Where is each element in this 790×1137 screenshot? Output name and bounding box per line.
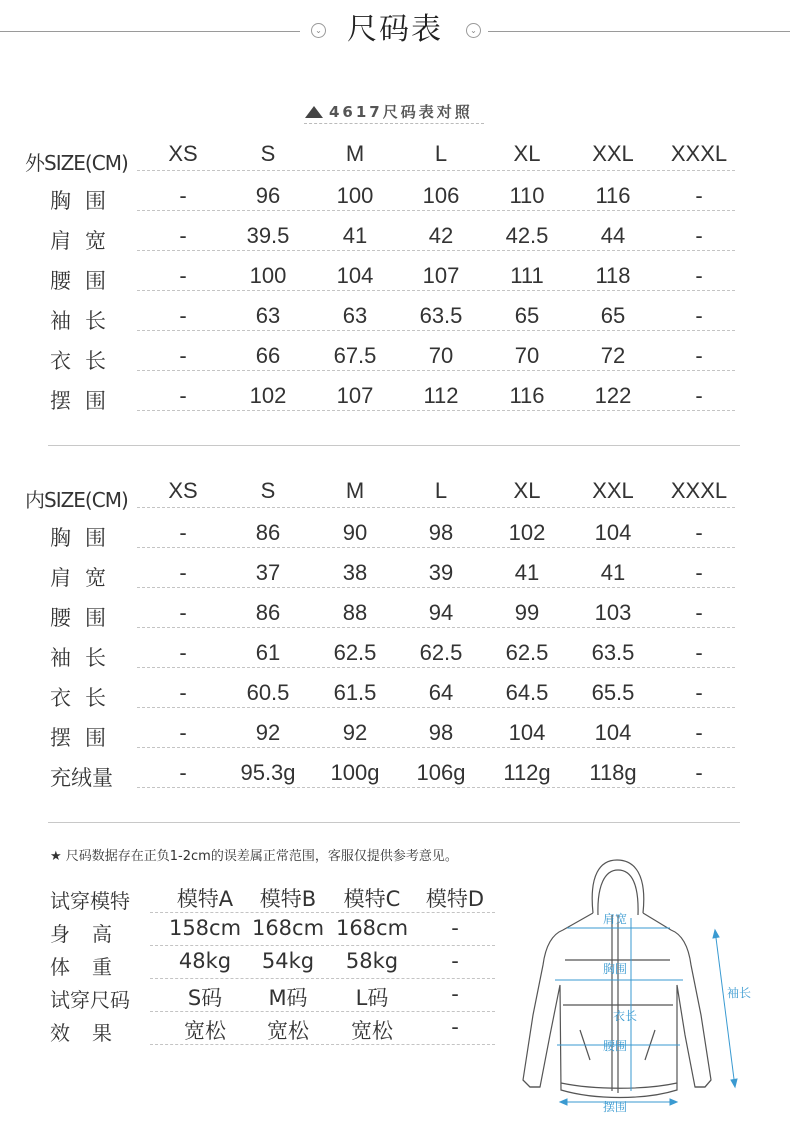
measure-label: 腰围 <box>50 269 120 293</box>
model-row <box>0 913 520 946</box>
measure-value: - <box>695 720 703 745</box>
measure-value: 70 <box>428 343 454 368</box>
measure-value: - <box>179 183 187 208</box>
measure-value: 41 <box>342 223 368 248</box>
model-row-label: 体重 <box>50 955 134 979</box>
measure-value: 62.5 <box>333 640 377 665</box>
measure-value: 65 <box>600 303 626 328</box>
measure-row <box>0 674 790 714</box>
measure-value: - <box>179 383 187 408</box>
chevron-down-icon: ⌄ <box>311 23 326 38</box>
measure-row <box>0 554 790 594</box>
measure-value: 39 <box>428 560 454 585</box>
measure-value: 63 <box>342 303 368 328</box>
measure-row <box>0 377 790 417</box>
measure-value: 94 <box>428 600 454 625</box>
size-header-row <box>0 474 790 514</box>
measure-value: - <box>179 520 187 545</box>
measure-value: 116 <box>509 383 545 408</box>
length-label: 衣长 <box>613 1009 638 1023</box>
model-value: M码 <box>268 986 308 1010</box>
measure-value: 60.5 <box>246 680 290 705</box>
header-right-line <box>488 31 790 32</box>
measure-value: - <box>179 720 187 745</box>
measure-label: 袖长 <box>50 309 120 333</box>
subtitle-text: 4617尺码表对照 <box>329 103 473 121</box>
model-name: 模特B <box>259 887 317 911</box>
measure-value: 112g <box>503 760 551 785</box>
size-header-row <box>0 137 790 177</box>
model-value: 宽松 <box>184 1019 226 1043</box>
measure-value: 99 <box>514 600 540 625</box>
measure-value: 66 <box>255 343 281 368</box>
model-value: 58kg <box>345 949 399 973</box>
model-value: 158cm <box>168 916 242 940</box>
measure-value: 37 <box>255 560 281 585</box>
measure-value: - <box>179 343 187 368</box>
measure-value: 41 <box>600 560 626 585</box>
measure-row <box>0 594 790 634</box>
size-header-label: 内SIZE(CM) <box>25 488 128 512</box>
size-header-label: 外SIZE(CM) <box>25 151 128 175</box>
measure-value: 65 <box>514 303 540 328</box>
measure-value: 90 <box>342 520 368 545</box>
table-divider <box>48 822 740 823</box>
measure-value: 95.3g <box>240 760 296 785</box>
measure-value: 62.5 <box>505 640 549 665</box>
row-rule <box>137 787 735 788</box>
measure-value: 118 <box>595 263 631 288</box>
size-col-header: XXL <box>592 478 634 503</box>
size-col-header: M <box>345 141 365 166</box>
measure-label: 胸围 <box>50 189 120 213</box>
model-value: 宽松 <box>267 1019 309 1043</box>
chest-label: 胸围 <box>603 962 628 976</box>
measure-value: - <box>695 223 703 248</box>
hood-inner <box>598 870 638 915</box>
measure-value: 92 <box>342 720 368 745</box>
row-rule <box>137 707 735 708</box>
sleeve-label: 袖长 <box>727 986 752 1000</box>
model-row <box>0 1012 520 1045</box>
model-value: L码 <box>355 986 389 1010</box>
measure-value: - <box>179 680 187 705</box>
measure-value: - <box>695 600 703 625</box>
size-col-header: XS <box>168 478 198 503</box>
row-rule <box>137 290 735 291</box>
measure-row <box>0 337 790 377</box>
measure-value: 104 <box>336 263 374 288</box>
model-row-label: 试穿尺码 <box>50 988 130 1012</box>
measure-value: - <box>695 263 703 288</box>
measure-value: - <box>695 560 703 585</box>
measure-row <box>0 297 790 337</box>
shoulder-label: 肩宽 <box>603 912 628 926</box>
size-col-header: L <box>434 141 448 166</box>
measure-row <box>0 514 790 554</box>
measure-label: 胸围 <box>50 526 120 550</box>
measure-label: 充绒量 <box>50 766 113 790</box>
measure-label: 摆围 <box>50 389 120 413</box>
measure-value: 107 <box>336 383 374 408</box>
measure-value: 92 <box>255 720 281 745</box>
measure-value: 41 <box>514 560 540 585</box>
measure-value: 98 <box>428 720 454 745</box>
measure-value: - <box>179 560 187 585</box>
measure-label: 衣长 <box>50 349 120 373</box>
model-value: 168cm <box>251 916 325 940</box>
row-rule <box>137 370 735 371</box>
model-value: 168cm <box>335 916 409 940</box>
measure-label: 腰围 <box>50 606 120 630</box>
measure-value: 104 <box>594 520 632 545</box>
measure-value: 106g <box>416 760 466 785</box>
measure-value: 100g <box>330 760 380 785</box>
measure-value: 63 <box>255 303 281 328</box>
row-rule <box>150 1044 495 1045</box>
measure-value: - <box>179 263 187 288</box>
size-col-header: XXXL <box>670 141 728 166</box>
measure-row <box>0 257 790 297</box>
measure-value: 118g <box>589 760 637 785</box>
table-subtitle <box>305 101 473 122</box>
size-col-header: XXL <box>592 141 634 166</box>
row-rule <box>137 667 735 668</box>
measure-label: 衣长 <box>50 686 120 710</box>
model-value: 宽松 <box>351 1019 393 1043</box>
row-rule <box>137 547 735 548</box>
measure-value: 65.5 <box>591 680 635 705</box>
size-col-header: XXXL <box>670 478 728 503</box>
model-name: 模特A <box>176 887 234 911</box>
measure-row <box>0 714 790 754</box>
model-name: 模特C <box>343 887 401 911</box>
measure-value: - <box>179 640 187 665</box>
model-value: S码 <box>187 986 223 1010</box>
measure-value: 61 <box>255 640 281 665</box>
chevron-down-icon: ⌄ <box>466 23 481 38</box>
measure-value: - <box>179 303 187 328</box>
measure-value: - <box>179 760 187 785</box>
measure-value: - <box>179 223 187 248</box>
row-rule <box>137 747 735 748</box>
measure-value: - <box>695 680 703 705</box>
size-col-header: XL <box>513 478 541 503</box>
row-rule <box>137 210 735 211</box>
measure-value: 100 <box>249 263 287 288</box>
measure-value: 103 <box>594 600 632 625</box>
model-value: - <box>451 949 459 973</box>
measure-value: 116 <box>595 183 631 208</box>
measure-value: - <box>695 640 703 665</box>
measure-value: 64 <box>428 680 454 705</box>
waist-label: 腰围 <box>603 1039 628 1053</box>
measure-value: 44 <box>600 223 626 248</box>
measure-value: 88 <box>342 600 368 625</box>
model-row-label: 效果 <box>50 1021 134 1045</box>
measure-value: 61.5 <box>333 680 377 705</box>
measure-value: 122 <box>594 383 632 408</box>
subtitle-underline <box>304 123 484 124</box>
measure-value: 110 <box>509 183 545 208</box>
measure-value: 64.5 <box>505 680 549 705</box>
measure-value: 102 <box>249 383 287 408</box>
size-col-header: XL <box>513 141 541 166</box>
size-col-header: M <box>345 478 365 503</box>
size-col-header: S <box>260 478 276 503</box>
measure-row <box>0 217 790 257</box>
measure-label: 肩宽 <box>50 229 120 253</box>
measure-value: 111 <box>510 263 544 288</box>
size-col-header: L <box>434 478 448 503</box>
measure-value: - <box>695 183 703 208</box>
measure-value: 106 <box>422 183 460 208</box>
measure-value: 100 <box>336 183 374 208</box>
measure-value: - <box>695 520 703 545</box>
measure-value: 70 <box>514 343 540 368</box>
measure-value: 86 <box>255 520 281 545</box>
table-divider <box>48 445 740 446</box>
row-rule <box>137 627 735 628</box>
model-value: 54kg <box>261 949 315 973</box>
row-rule <box>137 330 735 331</box>
size-col-header: S <box>260 141 276 166</box>
mountain-icon <box>305 106 323 118</box>
measure-value: - <box>695 383 703 408</box>
measure-value: 62.5 <box>419 640 463 665</box>
measure-value: 96 <box>255 183 281 208</box>
row-rule <box>137 587 735 588</box>
measure-label: 摆围 <box>50 726 120 750</box>
measure-row <box>0 177 790 217</box>
measure-value: 98 <box>428 520 454 545</box>
measure-value: - <box>695 760 703 785</box>
hem-label: 摆围 <box>603 1100 628 1114</box>
measure-value: 63.5 <box>419 303 463 328</box>
model-value: 48kg <box>178 949 232 973</box>
model-value: - <box>451 982 459 1006</box>
measure-value: - <box>695 303 703 328</box>
measure-value: 86 <box>255 600 281 625</box>
measure-value: 107 <box>422 263 460 288</box>
measure-value: 67.5 <box>333 343 377 368</box>
measure-value: 42 <box>428 223 454 248</box>
row-rule <box>137 410 735 411</box>
row-rule <box>137 250 735 251</box>
model-value: - <box>451 1015 459 1039</box>
measure-value: 104 <box>508 720 546 745</box>
measure-label: 肩宽 <box>50 566 120 590</box>
model-name: 模特D <box>425 887 485 911</box>
model-row-label: 身高 <box>50 922 134 946</box>
size-note: ★ 尺码数据存在正负1-2cm的误差属正常范围，客服仅提供参考意见。 <box>50 849 458 864</box>
measure-value: 42.5 <box>505 223 549 248</box>
model-header-label: 试穿模特 <box>50 889 130 913</box>
model-value: - <box>451 916 459 940</box>
measure-label: 袖长 <box>50 646 120 670</box>
measure-value: 72 <box>600 343 626 368</box>
measure-value: - <box>179 600 187 625</box>
measure-row <box>0 634 790 674</box>
measure-value: 63.5 <box>591 640 635 665</box>
page-title: 尺码表 <box>347 12 443 47</box>
measure-value: 39.5 <box>246 223 290 248</box>
model-header-row <box>0 880 520 913</box>
measure-value: 38 <box>342 560 368 585</box>
measure-value: 104 <box>594 720 632 745</box>
jacket-diagram <box>505 855 765 1120</box>
measure-row <box>0 754 790 794</box>
size-col-header: XS <box>168 141 198 166</box>
measure-value: - <box>695 343 703 368</box>
model-row <box>0 946 520 979</box>
model-row <box>0 979 520 1012</box>
measure-value: 102 <box>508 520 546 545</box>
row-rule <box>137 507 735 508</box>
row-rule <box>137 170 735 171</box>
measure-value: 112 <box>423 383 459 408</box>
